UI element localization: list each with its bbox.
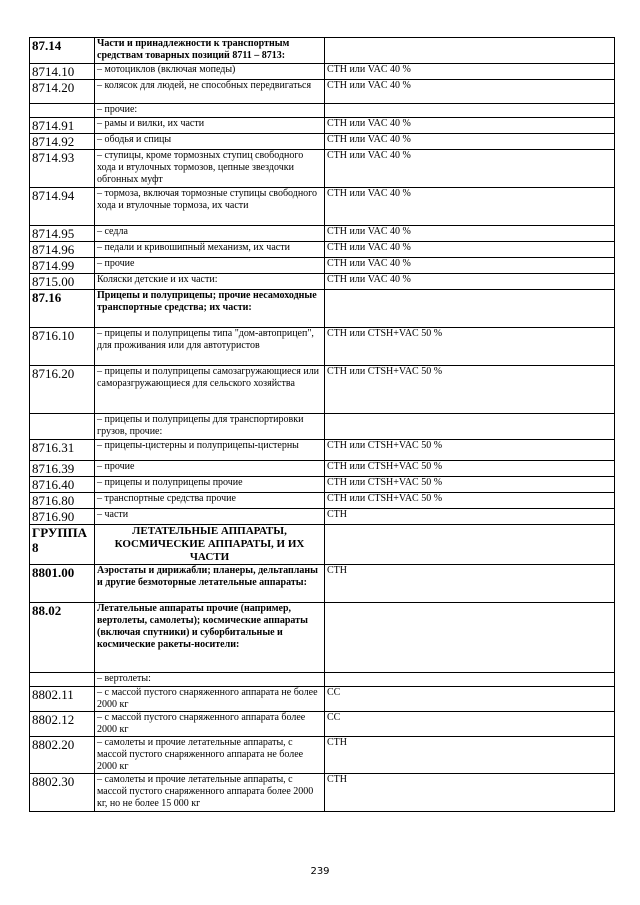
origin-rule-cell (325, 525, 615, 565)
table-row (30, 64, 615, 80)
description-cell: – транспортные средства прочие (95, 493, 325, 509)
description-cell: ЛЕТАТЕЛЬНЫЕ АППАРАТЫ, КОСМИЧЕСКИЕ АППАРАТЫ, И ИХ ЧАСТИ (95, 525, 325, 565)
hs-code-cell: 8716.40 (30, 477, 95, 493)
hs-code-cell: 8714.95 (30, 226, 95, 242)
hs-code-cell: 8714.96 (30, 242, 95, 258)
origin-rule-cell: СТН или VAC 40 % (325, 226, 615, 242)
table-row (30, 226, 615, 242)
hs-code-cell: 8716.31 (30, 440, 95, 461)
table-row (30, 774, 615, 812)
hs-code-cell: 8802.30 (30, 774, 95, 812)
table-row (30, 603, 615, 673)
origin-rule-cell: СТН или VAC 40 % (325, 134, 615, 150)
hs-code-cell: 8716.39 (30, 461, 95, 477)
hs-code-cell: 87.16 (30, 290, 95, 328)
origin-rule-cell: СТН или VAC 40 % (325, 274, 615, 290)
table-row (30, 38, 615, 64)
description-cell: – части (95, 509, 325, 525)
hs-code-cell: 8802.12 (30, 712, 95, 737)
hs-code-cell: 8801.00 (30, 565, 95, 603)
description-cell: – колясок для людей, не способных передвигаться (95, 80, 325, 104)
description-cell: – с массой пустого снаряженного аппарата более 2000 кг (95, 712, 325, 737)
origin-rule-cell: СТН или CTSH+VAC 50 % (325, 493, 615, 509)
description-cell: – прочие (95, 461, 325, 477)
description-cell: – прицепы и полуприцепы самозагружающиеся или саморазгружающиеся для сельского хозяйства (95, 366, 325, 414)
origin-rule-cell: СТН или VAC 40 % (325, 242, 615, 258)
table-row (30, 104, 615, 118)
table-row (30, 712, 615, 737)
tariff-table (29, 37, 615, 812)
hs-code-cell: 8802.20 (30, 737, 95, 774)
origin-rule-cell: СТН или CTSH+VAC 50 % (325, 440, 615, 461)
table-row (30, 188, 615, 226)
origin-rule-cell: СТН (325, 737, 615, 774)
hs-code-cell (30, 414, 95, 440)
table-row (30, 258, 615, 274)
table-row (30, 242, 615, 258)
origin-rule-cell (325, 414, 615, 440)
origin-rule-cell: СС (325, 687, 615, 712)
hs-code-cell: 8716.10 (30, 328, 95, 366)
origin-rule-cell: СТН (325, 565, 615, 603)
description-cell: Прицепы и полуприцепы; прочие несамоходные транспортные средства; их части: (95, 290, 325, 328)
table-row (30, 118, 615, 134)
description-cell: – прицепы-цистерны и полуприцепы-цистерны (95, 440, 325, 461)
table-row (30, 80, 615, 104)
description-cell: – мотоциклов (включая мопеды) (95, 64, 325, 80)
hs-code-cell: 8714.94 (30, 188, 95, 226)
hs-code-cell: 8714.91 (30, 118, 95, 134)
table-row (30, 150, 615, 188)
hs-code-cell: 8714.20 (30, 80, 95, 104)
description-cell: – прочие (95, 258, 325, 274)
origin-rule-cell (325, 673, 615, 687)
origin-rule-cell: СТН или VAC 40 % (325, 80, 615, 104)
origin-rule-cell (325, 38, 615, 64)
description-cell: – прицепы и полуприцепы типа "дом-автоприцеп", для проживания или для автотуристов (95, 328, 325, 366)
description-cell: – тормоза, включая тормозные ступицы свободного хода и втулочные тормоза, их части (95, 188, 325, 226)
description-cell: – прицепы и полуприцепы прочие (95, 477, 325, 493)
table-row (30, 525, 615, 565)
table-row (30, 493, 615, 509)
table-row (30, 477, 615, 493)
hs-code-cell: ГРУППА 8 (30, 525, 95, 565)
hs-code-cell (30, 104, 95, 118)
hs-code-cell: 8714.99 (30, 258, 95, 274)
origin-rule-cell: СТН или CTSH+VAC 50 % (325, 366, 615, 414)
table-row (30, 290, 615, 328)
origin-rule-cell: СТН или VAC 40 % (325, 150, 615, 188)
hs-code-cell: 88.02 (30, 603, 95, 673)
hs-code-cell: 8715.00 (30, 274, 95, 290)
table-row (30, 134, 615, 150)
hs-code-cell: 87.14 (30, 38, 95, 64)
origin-rule-cell: СТН (325, 774, 615, 812)
description-cell: – ободья и спицы (95, 134, 325, 150)
hs-code-cell: 8714.92 (30, 134, 95, 150)
description-cell: Аэростаты и дирижабли; планеры, дельтапланы и другие безмоторные летательные аппараты: (95, 565, 325, 603)
origin-rule-cell (325, 104, 615, 118)
origin-rule-cell: СТН или VAC 40 % (325, 188, 615, 226)
page-number: 239 (310, 866, 330, 877)
description-cell: – с массой пустого снаряженного аппарата не более 2000 кг (95, 687, 325, 712)
description-cell: – самолеты и прочие летательные аппараты, с массой пустого снаряженного аппарата более 2000 кг, но не более 15 000 кг (95, 774, 325, 812)
origin-rule-cell (325, 290, 615, 328)
hs-code-cell: 8716.20 (30, 366, 95, 414)
description-cell: – вертолеты: (95, 673, 325, 687)
origin-rule-cell: СТН или VAC 40 % (325, 258, 615, 274)
description-cell: – ступицы, кроме тормозных ступиц свободного хода и втулочных тормозов, цепные звездочки обгонных муфт (95, 150, 325, 188)
table-row (30, 673, 615, 687)
table-row (30, 461, 615, 477)
description-cell: – седла (95, 226, 325, 242)
table-row (30, 565, 615, 603)
table-row (30, 274, 615, 290)
description-cell: Летательные аппараты прочие (например, вертолеты, самолеты); космические аппараты (включая спутники) и суборбитальные и космические ракеты-носители: (95, 603, 325, 673)
hs-code-cell (30, 673, 95, 687)
description-cell: – рамы и вилки, их части (95, 118, 325, 134)
table-row (30, 509, 615, 525)
origin-rule-cell (325, 603, 615, 673)
origin-rule-cell: СС (325, 712, 615, 737)
description-cell: – педали и кривошипный механизм, их части (95, 242, 325, 258)
description-cell: Части и принадлежности к транспортным средствам товарных позиций 8711 – 8713: (95, 38, 325, 64)
table-row (30, 687, 615, 712)
table-row (30, 414, 615, 440)
origin-rule-cell: СТН или CTSH+VAC 50 % (325, 461, 615, 477)
origin-rule-cell: СТН или CTSH+VAC 50 % (325, 477, 615, 493)
table-row (30, 328, 615, 366)
hs-code-cell: 8802.11 (30, 687, 95, 712)
hs-code-cell: 8714.93 (30, 150, 95, 188)
origin-rule-cell: СТН или VAC 40 % (325, 118, 615, 134)
tariff-table-body (30, 38, 615, 812)
hs-code-cell: 8714.10 (30, 64, 95, 80)
table-row (30, 737, 615, 774)
hs-code-cell: 8716.80 (30, 493, 95, 509)
description-cell: – самолеты и прочие летательные аппараты, с массой пустого снаряженного аппарата не более 2000 кг (95, 737, 325, 774)
description-cell: – прочие: (95, 104, 325, 118)
origin-rule-cell: СТН (325, 509, 615, 525)
description-cell: Коляски детские и их части: (95, 274, 325, 290)
origin-rule-cell: СТН или VAC 40 % (325, 64, 615, 80)
hs-code-cell: 8716.90 (30, 509, 95, 525)
description-cell: – прицепы и полуприцепы для транспортировки грузов, прочие: (95, 414, 325, 440)
table-row (30, 366, 615, 414)
origin-rule-cell: СТН или CTSH+VAC 50 % (325, 328, 615, 366)
table-row (30, 440, 615, 461)
